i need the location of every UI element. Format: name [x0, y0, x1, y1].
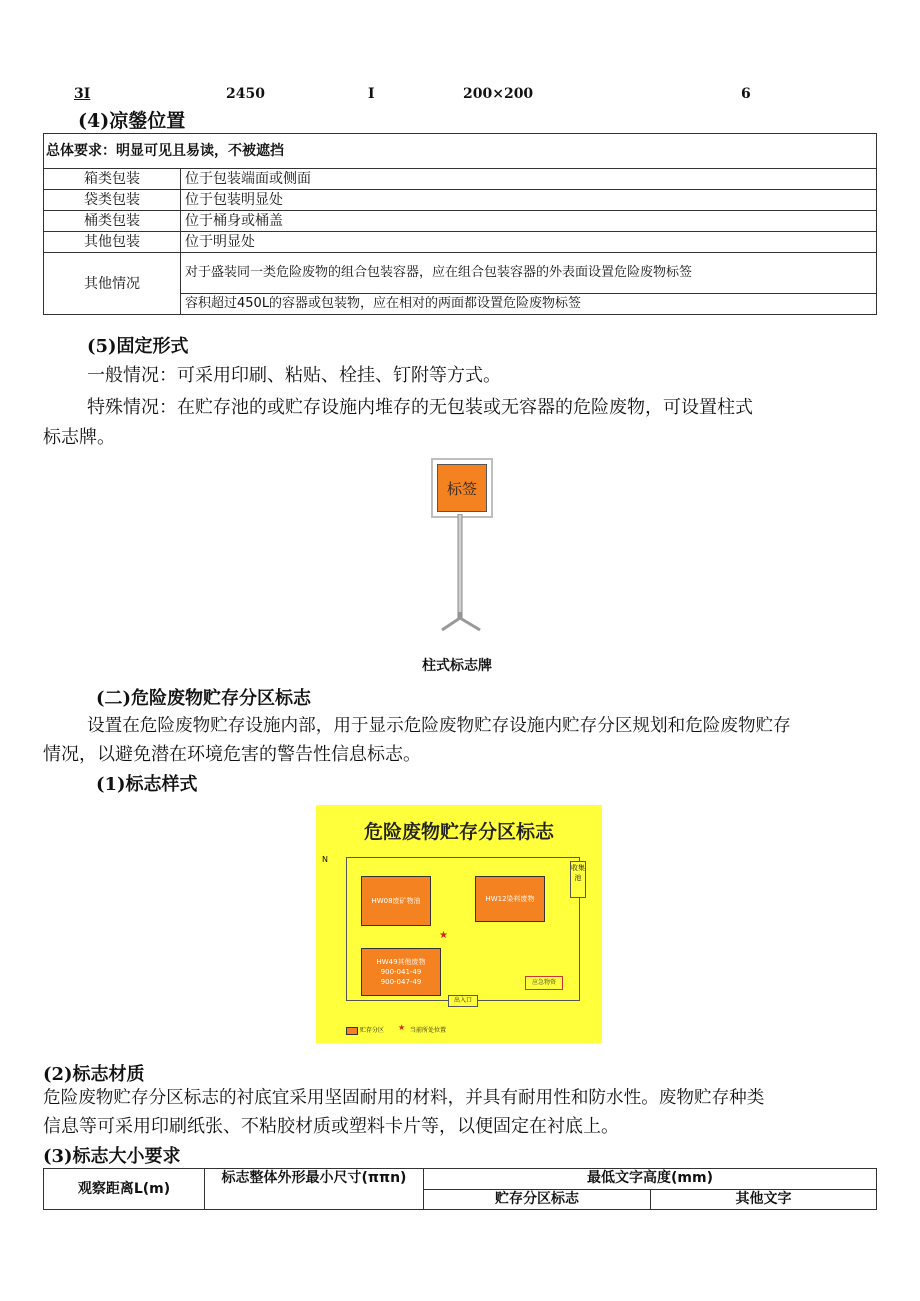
zone-north-arrow: N [322, 855, 328, 864]
table1-category: 桶类包装 [44, 211, 181, 232]
zone-room-a: HW08废矿物油 [361, 876, 431, 926]
section5-paragraph-2a: 特殊情况：在贮存池的或贮存设施内堆存的无包装或无容器的危险废物，可设置柱式 [87, 397, 753, 418]
table1-other-category: 其他情况 [44, 253, 181, 315]
post-sign-board [431, 458, 493, 518]
section5-paragraph-2b: 标志牌。 [43, 427, 115, 448]
table1-category: 袋类包装 [44, 190, 181, 211]
top-row-cell-2: 2450 [226, 86, 265, 102]
zone-legend-location: 当前所处位置 [410, 1027, 447, 1034]
table1-category: 箱类包装 [44, 169, 181, 190]
sub2-heading: (2)标志材质 [43, 1064, 145, 1085]
top-row-cell-1: 3I [74, 86, 91, 102]
zone-sign-title: 危险废物贮存分区标志 [363, 821, 554, 843]
zone-collection-pool: 收集池 [570, 861, 586, 898]
table1-other-text-1: 对于盛装同一类危险废物的组合包装容器，应在组合包装容器的外表面设置危险废物标签 [181, 253, 877, 294]
table2-col-zone-sign: 贮存分区标志 [424, 1189, 651, 1210]
sign-size-table [43, 1168, 877, 1210]
section5-paragraph-1: 一般情况：可采用印刷、粘贴、栓挂、钉附等方式。 [87, 365, 501, 386]
table1-text: 位于桶身或桶盖 [181, 211, 877, 232]
zone-room-c-line: HW49其他废物 [376, 958, 426, 966]
table1-category: 其他包装 [44, 232, 181, 253]
zone-legend-star: ★ [398, 1023, 406, 1032]
zone-room-c-line: 900-047-49 [380, 978, 422, 986]
sub1-heading: (1)标志样式 [96, 774, 198, 795]
zone-legend-swatch [346, 1027, 358, 1035]
zone-legend-zone: 贮存分区 [360, 1027, 385, 1034]
zone-star-marker: ★ [439, 930, 448, 941]
table1-requirement: 总体要求：明显可见且易读，不被遮挡 [44, 134, 877, 169]
post-sign-panel [437, 464, 487, 512]
sub3-heading: (3)标志大小要求 [43, 1146, 181, 1167]
part2-heading: (二)危险废物贮存分区标志 [96, 688, 312, 709]
table1-text: 位于包装明显处 [181, 190, 877, 211]
zone-emergency-box: 应急物资 [525, 976, 563, 990]
sub2-paragraph-line1: 危险废物贮存分区标志的衬底宜采用坚固耐用的材料，并具有耐用性和防水性。废物贮存种类 [43, 1088, 765, 1108]
top-row-cell-3: I [368, 86, 375, 102]
table1-text: 位于明显处 [181, 232, 877, 253]
part2-paragraph-line1: 设置在危险废物贮存设施内部，用于显示危险废物贮存设施内贮存分区规划和危险废物贮存 [87, 716, 791, 736]
storage-zone-sign [316, 805, 602, 1043]
table2-col-text-height: 最低文字高度(mm) [424, 1169, 877, 1190]
table1-text: 位于包装端面或侧面 [181, 169, 877, 190]
top-row-cell-4: 200×200 [463, 86, 534, 102]
top-row-cell-5: 6 [741, 86, 751, 102]
section5-heading: (5)固定形式 [87, 336, 189, 357]
label-position-table [43, 133, 877, 315]
sub2-paragraph-line2: 信息等可采用印刷纸张、不粘胶材质或塑料卡片等，以便固定在衬底上。 [43, 1116, 619, 1137]
table1-other-text-2: 容积超过450L的容器或包装物，应在相对的两面都设置危险废物标签 [181, 294, 877, 315]
table2-col-other-text: 其他文字 [651, 1189, 877, 1210]
table2-col-distance: 观察距离L(m) [44, 1169, 205, 1210]
zone-entrance: 出入口 [448, 995, 478, 1007]
zone-floor-plan [346, 857, 580, 1001]
part2-paragraph-line2: 情况，以避免潜在环境危害的警告性信息标志。 [43, 744, 421, 765]
post-sign-caption: 柱式标志牌 [422, 658, 492, 674]
post-sign-label: 标签 [446, 480, 477, 498]
zone-room-c-line: 900-041-49 [380, 968, 422, 976]
zone-room-b: HW12染料废物 [475, 876, 545, 922]
post-sign-stand [430, 514, 492, 636]
zone-room-c [361, 948, 441, 996]
table2-col-size: 标志整体外形最小尺寸(ππn) [205, 1169, 424, 1210]
section4-heading: (4)凉鎣位置 [78, 110, 186, 132]
